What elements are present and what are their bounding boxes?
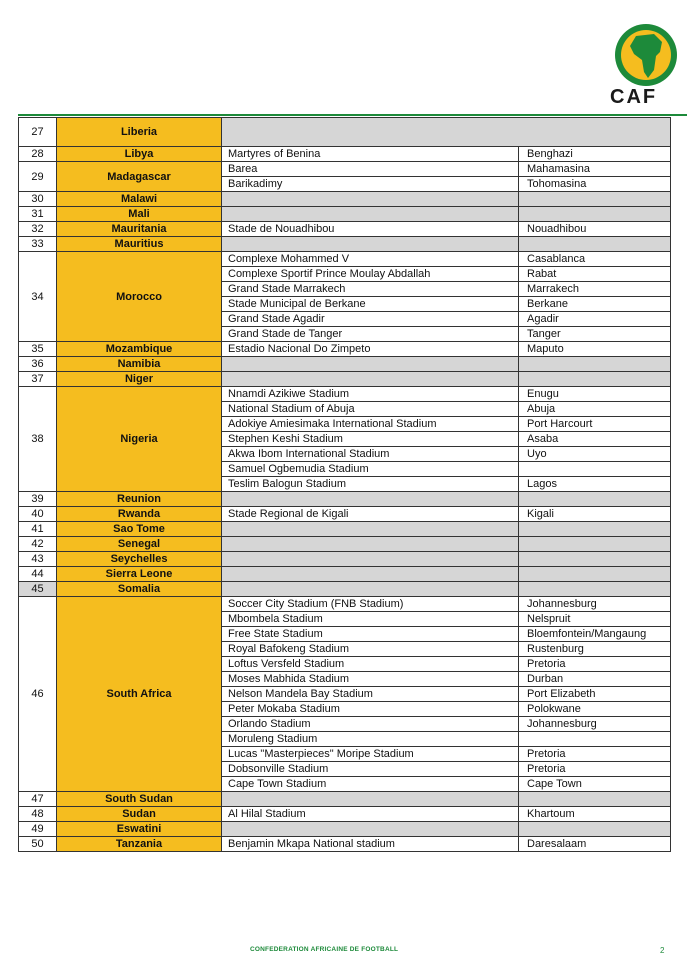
stadium-name: Grand Stade Agadir xyxy=(222,312,519,327)
row-number: 36 xyxy=(19,357,57,372)
empty-cell xyxy=(222,118,671,147)
country-name: Somalia xyxy=(57,582,222,597)
table-row xyxy=(19,492,671,507)
empty-cell xyxy=(519,582,671,597)
stadium-name: Stade Municipal de Berkane xyxy=(222,297,519,312)
stadium-name: Royal Bafokeng Stadium xyxy=(222,642,519,657)
city-name: Enugu xyxy=(519,387,671,402)
city-name: Agadir xyxy=(519,312,671,327)
stadium-name: Grand Stade Marrakech xyxy=(222,282,519,297)
table-row xyxy=(19,342,671,357)
empty-cell xyxy=(222,822,519,837)
empty-cell xyxy=(222,237,519,252)
stadium-name: Stade Regional de Kigali xyxy=(222,507,519,522)
city-name: Rabat xyxy=(519,267,671,282)
empty-cell xyxy=(222,522,519,537)
stadium-name: Barea xyxy=(222,162,519,177)
city-name: Lagos xyxy=(519,477,671,492)
empty-cell xyxy=(222,192,519,207)
city-name: Asaba xyxy=(519,432,671,447)
city-name: Kigali xyxy=(519,507,671,522)
caf-emblem-icon xyxy=(606,22,686,88)
empty-cell xyxy=(519,492,671,507)
stadium-name: Samuel Ogbemudia Stadium xyxy=(222,462,519,477)
stadium-name: Benjamin Mkapa National stadium xyxy=(222,837,519,852)
row-number: 32 xyxy=(19,222,57,237)
country-name: Mauritius xyxy=(57,237,222,252)
table-row xyxy=(19,387,671,402)
city-name: Daresalaam xyxy=(519,837,671,852)
stadium-name: Stephen Keshi Stadium xyxy=(222,432,519,447)
row-number: 46 xyxy=(19,597,57,792)
empty-cell xyxy=(222,567,519,582)
empty-cell xyxy=(222,357,519,372)
country-name: Seychelles xyxy=(57,552,222,567)
country-name: South Africa xyxy=(57,597,222,792)
row-number: 43 xyxy=(19,552,57,567)
city-name: Mahamasina xyxy=(519,162,671,177)
empty-cell xyxy=(519,552,671,567)
city-name: Johannesburg xyxy=(519,717,671,732)
city-name: Khartoum xyxy=(519,807,671,822)
stadium-name: Stade de Nouadhibou xyxy=(222,222,519,237)
country-name: Reunion xyxy=(57,492,222,507)
row-number: 48 xyxy=(19,807,57,822)
city-name: Johannesburg xyxy=(519,597,671,612)
city-name: Maputo xyxy=(519,342,671,357)
row-number: 47 xyxy=(19,792,57,807)
empty-cell xyxy=(519,357,671,372)
table-row xyxy=(19,222,671,237)
country-name: Niger xyxy=(57,372,222,387)
table-row xyxy=(19,537,671,552)
city-name: Marrakech xyxy=(519,282,671,297)
city-name: Nouadhibou xyxy=(519,222,671,237)
country-name: Sierra Leone xyxy=(57,567,222,582)
empty-cell xyxy=(519,822,671,837)
country-name: Eswatini xyxy=(57,822,222,837)
stadium-name: Moruleng Stadium xyxy=(222,732,519,747)
table-row xyxy=(19,118,671,147)
row-number: 45 xyxy=(19,582,57,597)
row-number: 28 xyxy=(19,147,57,162)
row-number: 44 xyxy=(19,567,57,582)
city-name: Polokwane xyxy=(519,702,671,717)
empty-cell xyxy=(519,237,671,252)
empty-cell xyxy=(519,567,671,582)
empty-cell xyxy=(519,792,671,807)
stadium-name: Soccer City Stadium (FNB Stadium) xyxy=(222,597,519,612)
row-number: 31 xyxy=(19,207,57,222)
country-name: Rwanda xyxy=(57,507,222,522)
table-row xyxy=(19,507,671,522)
stadium-name: Martyres of Benina xyxy=(222,147,519,162)
city-name: Bloemfontein/Mangaung xyxy=(519,627,671,642)
country-name: Sao Tome xyxy=(57,522,222,537)
row-number: 37 xyxy=(19,372,57,387)
stadium-name: Estadio Nacional Do Zimpeto xyxy=(222,342,519,357)
stadium-name: Teslim Balogun Stadium xyxy=(222,477,519,492)
row-number: 33 xyxy=(19,237,57,252)
country-name: Liberia xyxy=(57,118,222,147)
row-number: 41 xyxy=(19,522,57,537)
row-number: 34 xyxy=(19,252,57,342)
country-name: Tanzania xyxy=(57,837,222,852)
table-row xyxy=(19,522,671,537)
city-name: Pretoria xyxy=(519,657,671,672)
table-row xyxy=(19,807,671,822)
stadium-name: Al Hilal Stadium xyxy=(222,807,519,822)
table-row xyxy=(19,567,671,582)
city-name: Benghazi xyxy=(519,147,671,162)
country-name: Senegal xyxy=(57,537,222,552)
table-row xyxy=(19,207,671,222)
stadium-name: Lucas "Masterpieces" Moripe Stadium xyxy=(222,747,519,762)
table-row xyxy=(19,822,671,837)
city-name: Pretoria xyxy=(519,762,671,777)
row-number: 39 xyxy=(19,492,57,507)
stadium-name: Adokiye Amiesimaka International Stadium xyxy=(222,417,519,432)
table-row xyxy=(19,192,671,207)
row-number: 35 xyxy=(19,342,57,357)
empty-cell xyxy=(222,207,519,222)
caf-logo-text: CAF xyxy=(610,86,658,108)
country-name: Malawi xyxy=(57,192,222,207)
page-number: 2 xyxy=(660,946,665,955)
caf-logo xyxy=(606,22,686,112)
empty-cell xyxy=(519,537,671,552)
city-name: Cape Town xyxy=(519,777,671,792)
row-number: 30 xyxy=(19,192,57,207)
stadium-name: Barikadimy xyxy=(222,177,519,192)
table-row xyxy=(19,162,671,177)
stadium-name: Complexe Mohammed V xyxy=(222,252,519,267)
country-name: Nigeria xyxy=(57,387,222,492)
city-name: Tohomasina xyxy=(519,177,671,192)
city-name: Berkane xyxy=(519,297,671,312)
table-row xyxy=(19,372,671,387)
city-name: Port Elizabeth xyxy=(519,687,671,702)
stadium-name: Moses Mabhida Stadium xyxy=(222,672,519,687)
row-number: 42 xyxy=(19,537,57,552)
stadium-name: Free State Stadium xyxy=(222,627,519,642)
city-name: Nelspruit xyxy=(519,612,671,627)
header-rule xyxy=(18,114,687,116)
stadium-name: Nelson Mandela Bay Stadium xyxy=(222,687,519,702)
table-row xyxy=(19,147,671,162)
stadium-name: Complexe Sportif Prince Moulay Abdallah xyxy=(222,267,519,282)
empty-cell xyxy=(519,522,671,537)
city-name: Abuja xyxy=(519,402,671,417)
country-name: Namibia xyxy=(57,357,222,372)
city-name: Port Harcourt xyxy=(519,417,671,432)
country-name: Libya xyxy=(57,147,222,162)
country-name: Sudan xyxy=(57,807,222,822)
empty-cell xyxy=(222,492,519,507)
stadium-name: Dobsonville Stadium xyxy=(222,762,519,777)
table-row xyxy=(19,792,671,807)
city-name: Durban xyxy=(519,672,671,687)
city-name: Rustenburg xyxy=(519,642,671,657)
table-row xyxy=(19,837,671,852)
city-name: Uyo xyxy=(519,447,671,462)
table-row xyxy=(19,237,671,252)
stadium-name: Grand Stade de Tanger xyxy=(222,327,519,342)
table-row xyxy=(19,582,671,597)
country-name: South Sudan xyxy=(57,792,222,807)
row-number: 29 xyxy=(19,162,57,192)
empty-cell xyxy=(222,372,519,387)
city-name: Casablanca xyxy=(519,252,671,267)
empty-cell xyxy=(222,537,519,552)
table-row xyxy=(19,597,671,612)
stadium-name: Orlando Stadium xyxy=(222,717,519,732)
empty-cell xyxy=(519,207,671,222)
row-number: 49 xyxy=(19,822,57,837)
stadium-name: Loftus Versfeld Stadium xyxy=(222,657,519,672)
city-name xyxy=(519,732,671,747)
stadium-table xyxy=(18,117,671,852)
empty-cell xyxy=(222,582,519,597)
row-number: 40 xyxy=(19,507,57,522)
empty-cell xyxy=(519,372,671,387)
city-name: Pretoria xyxy=(519,747,671,762)
table-row xyxy=(19,552,671,567)
country-name: Mauritania xyxy=(57,222,222,237)
country-name: Mozambique xyxy=(57,342,222,357)
footer-org: CONFEDERATION AFRICAINE DE FOOTBALL xyxy=(250,946,399,953)
country-name: Morocco xyxy=(57,252,222,342)
stadium-name: Nnamdi Azikiwe Stadium xyxy=(222,387,519,402)
empty-cell xyxy=(222,552,519,567)
table-row xyxy=(19,357,671,372)
stadium-name: Peter Mokaba Stadium xyxy=(222,702,519,717)
row-number: 27 xyxy=(19,118,57,147)
row-number: 50 xyxy=(19,837,57,852)
empty-cell xyxy=(222,792,519,807)
empty-cell xyxy=(519,192,671,207)
stadium-name: Mbombela Stadium xyxy=(222,612,519,627)
city-name: Tanger xyxy=(519,327,671,342)
country-name: Mali xyxy=(57,207,222,222)
stadium-name: Akwa Ibom International Stadium xyxy=(222,447,519,462)
city-name xyxy=(519,462,671,477)
country-name: Madagascar xyxy=(57,162,222,192)
stadium-name: Cape Town Stadium xyxy=(222,777,519,792)
stadium-name: National Stadium of Abuja xyxy=(222,402,519,417)
table-row xyxy=(19,252,671,267)
row-number: 38 xyxy=(19,387,57,492)
